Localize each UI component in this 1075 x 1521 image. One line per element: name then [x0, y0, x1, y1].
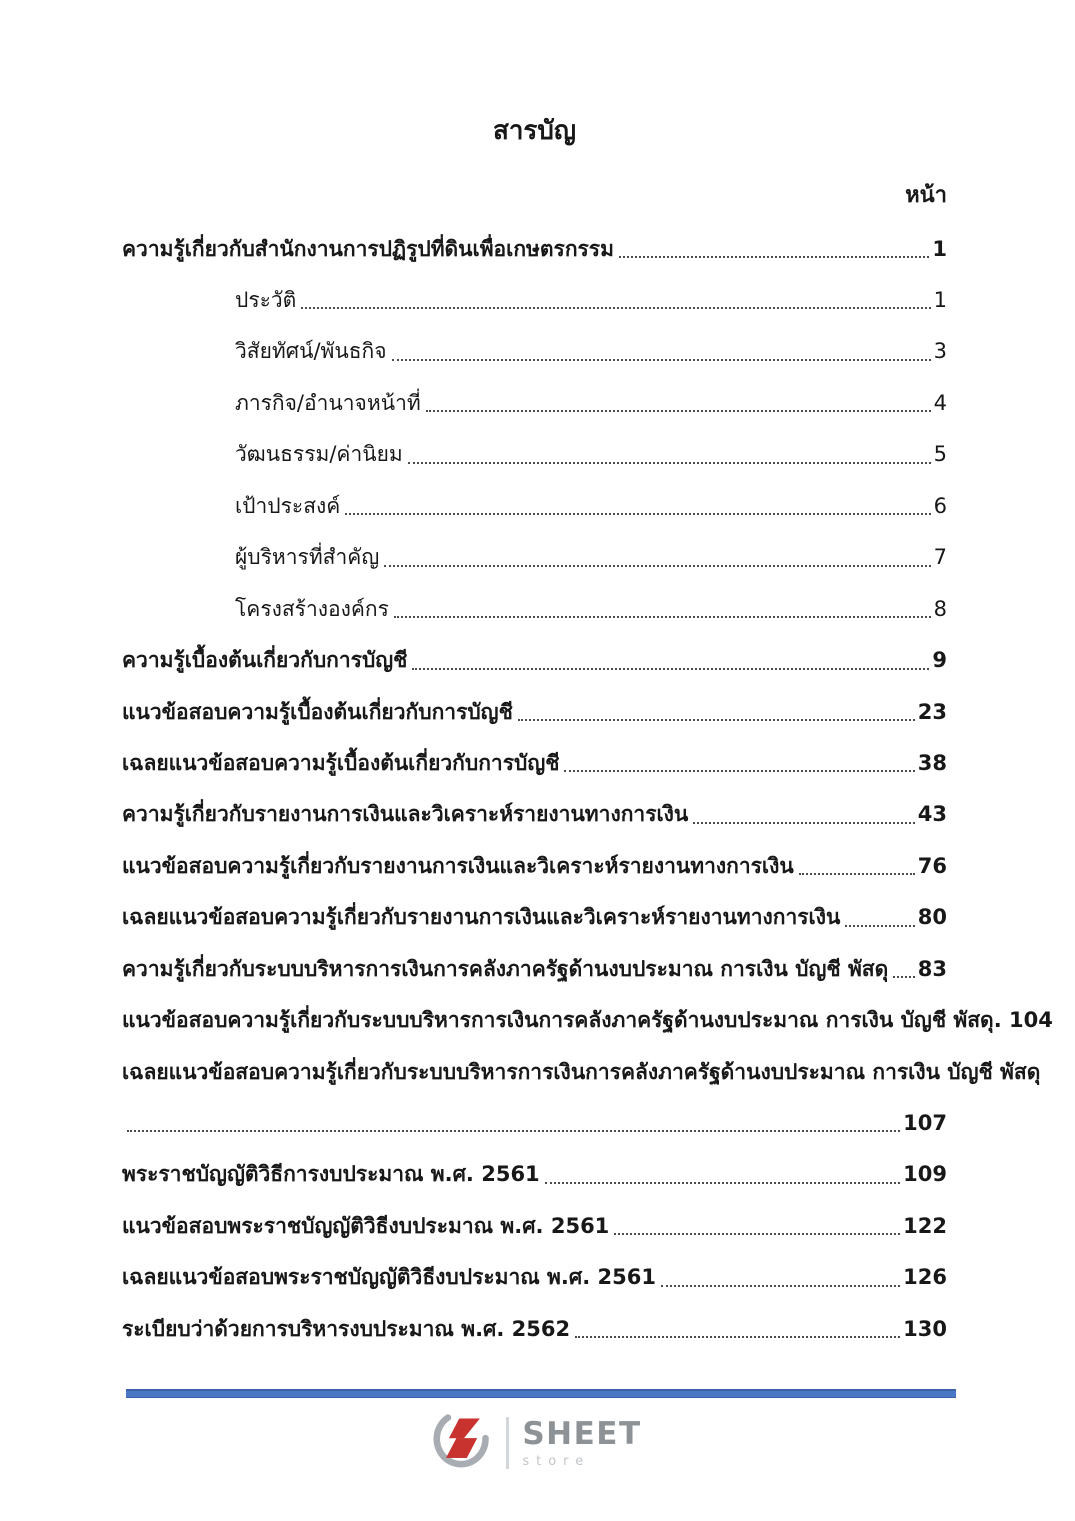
sheet-store-s-icon	[433, 1410, 493, 1476]
toc-entry-label: แนวข้อสอบความรู้เกี่ยวกับระบบบริหารการเงินการคลังภาครัฐด้านงบประมาณ การเงิน บัญชี พัสดุ	[122, 1008, 994, 1033]
toc-page-number: 1	[932, 236, 947, 261]
toc-entry-label: โครงสร้างองค์กร	[235, 596, 389, 621]
dot-leader	[545, 1182, 900, 1184]
dot-leader	[345, 513, 930, 515]
dot-leader	[518, 719, 915, 721]
toc-entry-label: เฉลยแนวข้อสอบความรู้เกี่ยวกับรายงานการเงินและวิเคราะห์รายงานทางการเงิน	[122, 905, 841, 930]
toc-entry-label: เป้าประสงค์	[235, 493, 341, 518]
toc-row	[122, 851, 947, 881]
toc-entry-label: ประวัติ	[235, 288, 297, 313]
dot-leader	[301, 307, 930, 309]
toc-page-number: 83	[917, 956, 947, 981]
toc-entry-label: ความรู้เกี่ยวกับรายงานการเงินและวิเคราะห์รายงานทางการเงิน	[122, 802, 689, 827]
toc-entry-label: เฉลยแนวข้อสอบความรู้เกี่ยวกับระบบบริหารการเงินการคลังภาครัฐด้านงบประมาณ การเงิน บัญชี พัสดุ	[122, 1059, 1041, 1084]
toc-row	[122, 1211, 947, 1241]
toc-page-number: . 104	[993, 1008, 1053, 1033]
sheet-store-logo	[0, 1410, 1075, 1476]
toc-entry-label: วัฒนธรรม/ค่านิยม	[235, 442, 403, 467]
toc-page-number: 80	[917, 905, 947, 930]
toc-row	[122, 902, 947, 932]
toc-page-number: 7	[933, 545, 947, 570]
toc-entry-label: แนวข้อสอบความรู้เบื้องต้นเกี่ยวกับการบัญชี	[122, 699, 513, 724]
dot-leader	[412, 668, 929, 670]
logo-sub-text: store	[522, 1453, 591, 1469]
toc-row	[235, 594, 947, 624]
logo-divider-line	[506, 1417, 509, 1469]
toc-page-number: 43	[917, 802, 947, 827]
toc-page-number: 76	[917, 853, 947, 878]
toc-row	[122, 954, 947, 984]
dot-leader	[614, 1233, 900, 1235]
toc-page-number: 9	[932, 648, 947, 673]
toc-row	[122, 697, 947, 727]
footer-divider-bar	[126, 1389, 956, 1398]
toc-row	[122, 1057, 1041, 1087]
toc-row	[122, 234, 947, 264]
toc-page-number: 5	[933, 442, 947, 467]
dot-leader	[408, 462, 931, 464]
toc-entry-label: พระราชบัญญัติวิธีการงบประมาณ พ.ศ. 2561	[122, 1162, 540, 1187]
toc-page-number: 126	[903, 1265, 947, 1290]
toc-page-number: 3	[933, 339, 947, 364]
toc-entry-label: ระเบียบว่าด้วยการบริหารงบประมาณ พ.ศ. 2562	[122, 1316, 571, 1341]
toc-entry-label: แนวข้อสอบพระราชบัญญัติวิธีงบประมาณ พ.ศ. 2561	[122, 1213, 610, 1238]
toc-row	[235, 336, 947, 366]
toc-row	[235, 388, 947, 418]
toc-row	[235, 542, 947, 572]
toc-row	[122, 1314, 947, 1344]
dot-leader	[619, 256, 929, 258]
toc-entry-label: ภารกิจ/อำนาจหน้าที่	[235, 390, 421, 415]
toc-row	[122, 1262, 947, 1292]
dot-leader	[845, 925, 914, 927]
page-column-label: หน้า	[905, 183, 947, 209]
dot-leader	[893, 976, 915, 978]
toc-row	[122, 1005, 1053, 1035]
toc-entry-label: แนวข้อสอบความรู้เกี่ยวกับรายงานการเงินและวิเคราะห์รายงานทางการเงิน	[122, 853, 794, 878]
dot-leader	[127, 1130, 900, 1132]
toc-row	[122, 1159, 947, 1189]
toc-page-number: 23	[917, 699, 947, 724]
toc-page-number: 122	[903, 1213, 947, 1238]
toc-row	[122, 645, 947, 675]
dot-leader	[384, 565, 930, 567]
toc-page-number: 130	[903, 1316, 947, 1341]
dot-leader	[564, 770, 914, 772]
toc-row	[235, 491, 947, 521]
dot-leader	[799, 873, 915, 875]
toc-page-number: 38	[917, 750, 947, 775]
logo-brand-text: SHEET	[522, 1415, 642, 1452]
toc-page-number: 107	[903, 1111, 947, 1136]
toc-row	[235, 285, 947, 315]
dot-leader	[394, 616, 931, 618]
dot-leader	[426, 410, 931, 412]
toc-entry-label: ผู้บริหารที่สำคัญ	[235, 545, 380, 570]
toc-row	[235, 439, 947, 469]
toc-row	[122, 799, 947, 829]
toc-page-number: 1	[933, 288, 947, 313]
toc-entry-label: ความรู้เกี่ยวกับระบบบริหารการเงินการคลังภาครัฐด้านงบประมาณ การเงิน บัญชี พัสดุ	[122, 956, 889, 981]
toc-row	[122, 748, 947, 778]
toc-entry-label: วิสัยทัศน์/พันธกิจ	[235, 339, 387, 364]
dot-leader	[661, 1285, 900, 1287]
dot-leader	[392, 359, 931, 361]
dot-leader	[693, 822, 914, 824]
toc-entry-label: เฉลยแนวข้อสอบพระราชบัญญัติวิธีงบประมาณ พ.ศ. 2561	[122, 1265, 656, 1290]
toc-page-number: 109	[903, 1162, 947, 1187]
toc-list	[122, 234, 1053, 1345]
toc-entry-label: ความรู้เบื้องต้นเกี่ยวกับการบัญชี	[122, 648, 408, 673]
toc-entry-label: ความรู้เกี่ยวกับสำนักงานการปฏิรูปที่ดินเพื่อเกษตรกรรม	[122, 236, 614, 261]
logo-wordmark	[522, 1415, 642, 1469]
toc-page-number: 4	[933, 390, 947, 415]
page-title: สารบัญ	[492, 116, 577, 146]
toc-row	[122, 1108, 947, 1138]
dot-leader	[575, 1336, 900, 1338]
toc-page-number: 6	[933, 493, 947, 518]
toc-entry-label: เฉลยแนวข้อสอบความรู้เบื้องต้นเกี่ยวกับการบัญชี	[122, 750, 560, 775]
toc-page-number: 8	[933, 596, 947, 621]
